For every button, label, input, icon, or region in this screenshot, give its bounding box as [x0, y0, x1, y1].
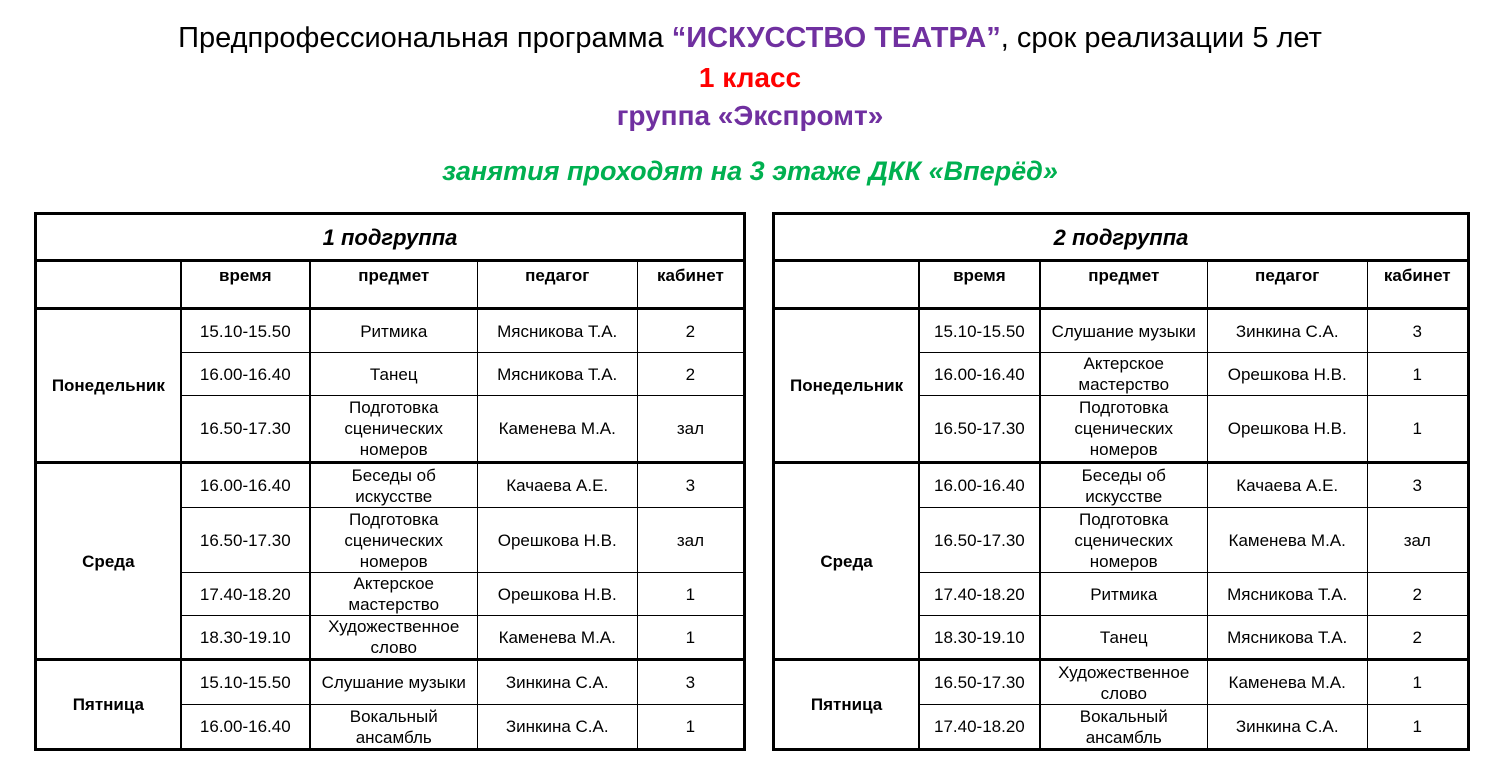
lesson-time: 17.40-18.20	[919, 705, 1040, 750]
room-column-header: кабинет	[1367, 261, 1468, 309]
lesson-teacher: Мясникова Т.А.	[477, 309, 637, 353]
lesson-teacher: Мясникова Т.А.	[1207, 573, 1367, 616]
subject-column-header: предмет	[1040, 261, 1208, 309]
schedule-row	[36, 463, 745, 508]
lesson-teacher: Зинкина С.А.	[477, 705, 637, 750]
lesson-teacher: Орешкова Н.В.	[1207, 353, 1367, 396]
lesson-time: 15.10-15.50	[181, 660, 310, 705]
lesson-time: 16.00-16.40	[181, 353, 310, 396]
schedule-row	[36, 309, 745, 353]
class-label: 1 класс	[698, 62, 802, 93]
day-name: Среда	[36, 463, 181, 660]
program-duration: , срок реализации 5 лет	[1000, 22, 1322, 54]
time-column-header: время	[919, 261, 1040, 309]
schedule-row	[774, 309, 1469, 353]
lesson-time: 17.40-18.20	[181, 573, 310, 616]
lesson-teacher: Орешкова Н.В.	[477, 573, 637, 616]
lesson-room: 3	[1367, 463, 1468, 508]
lesson-time: 15.10-15.50	[181, 309, 310, 353]
lesson-room: зал	[1367, 508, 1468, 573]
lesson-teacher: Каменева М.А.	[477, 616, 637, 660]
location-note: занятия проходят на 3 этаже ДКК «Вперёд»	[442, 156, 1058, 186]
time-column-header: время	[181, 261, 310, 309]
lesson-room: 3	[1367, 309, 1468, 353]
subgroup-1-schedule-table	[34, 212, 746, 751]
day-column-header	[774, 261, 920, 309]
day-name: Понедельник	[36, 309, 181, 463]
lesson-subject: Подготовка сценических номеров	[1040, 396, 1208, 463]
subject-column-header: предмет	[310, 261, 477, 309]
lesson-subject: Слушание музыки	[1040, 309, 1208, 353]
program-title	[0, 22, 1500, 55]
lesson-room: 1	[1367, 396, 1468, 463]
column-header-row	[36, 261, 745, 309]
program-name: “ИСКУССТВО ТЕАТРА”	[671, 22, 1001, 54]
lesson-room: 2	[637, 353, 744, 396]
lesson-subject: Подготовка сценических номеров	[1040, 508, 1208, 573]
lesson-subject: Вокальный ансамбль	[1040, 705, 1208, 750]
lesson-time: 16.50-17.30	[919, 660, 1040, 705]
lesson-time: 16.00-16.40	[919, 463, 1040, 508]
lesson-subject: Ритмика	[310, 309, 477, 353]
lesson-time: 16.00-16.40	[181, 463, 310, 508]
lesson-teacher: Орешкова Н.В.	[477, 508, 637, 573]
lesson-subject: Ритмика	[1040, 573, 1208, 616]
lesson-subject: Слушание музыки	[310, 660, 477, 705]
lesson-time: 17.40-18.20	[919, 573, 1040, 616]
lesson-teacher: Зинкина С.А.	[477, 660, 637, 705]
lesson-time: 16.50-17.30	[181, 396, 310, 463]
lesson-room: 1	[637, 705, 744, 750]
lesson-subject: Художественное слово	[1040, 660, 1208, 705]
lesson-time: 18.30-19.10	[181, 616, 310, 660]
subgroup-title-row	[774, 214, 1469, 261]
lesson-room: 3	[637, 660, 744, 705]
day-column-header	[36, 261, 181, 309]
schedule-row	[774, 660, 1469, 705]
program-title-prefix: Предпрофессиональная программа	[178, 22, 672, 54]
lesson-room: 1	[1367, 705, 1468, 750]
subgroup-title-row	[36, 214, 745, 261]
teacher-column-header: педагог	[477, 261, 637, 309]
lesson-subject: Беседы об искусстве	[310, 463, 477, 508]
column-header-row	[774, 261, 1469, 309]
lesson-subject: Подготовка сценических номеров	[310, 396, 477, 463]
day-name: Понедельник	[774, 309, 920, 463]
lesson-teacher: Каменева М.А.	[477, 396, 637, 463]
lesson-room: 1	[1367, 353, 1468, 396]
group-label: группа «Экспромт»	[616, 100, 884, 131]
lesson-time: 16.50-17.30	[919, 508, 1040, 573]
lesson-teacher: Мясникова Т.А.	[477, 353, 637, 396]
lesson-subject: Актерское мастерство	[310, 573, 477, 616]
lesson-teacher: Зинкина С.А.	[1207, 309, 1367, 353]
subgroup-2-schedule-table	[772, 212, 1470, 751]
lesson-time: 16.50-17.30	[181, 508, 310, 573]
lesson-subject: Танец	[1040, 616, 1208, 660]
lesson-subject: Актерское мастерство	[1040, 353, 1208, 396]
lesson-time: 15.10-15.50	[919, 309, 1040, 353]
lesson-room: зал	[637, 396, 744, 463]
lesson-teacher: Мясникова Т.А.	[1207, 616, 1367, 660]
lesson-room: зал	[637, 508, 744, 573]
lesson-room: 1	[1367, 660, 1468, 705]
lesson-time: 16.00-16.40	[181, 705, 310, 750]
lesson-room: 2	[1367, 573, 1468, 616]
subgroup-title: 1 подгруппа	[36, 214, 745, 261]
lesson-teacher: Каменева М.А.	[1207, 660, 1367, 705]
lesson-time: 16.50-17.30	[919, 396, 1040, 463]
lesson-room: 2	[637, 309, 744, 353]
lesson-teacher: Зинкина С.А.	[1207, 705, 1367, 750]
lesson-teacher: Качаева А.Е.	[477, 463, 637, 508]
lesson-room: 1	[637, 573, 744, 616]
lesson-time: 16.00-16.40	[919, 353, 1040, 396]
lesson-subject: Танец	[310, 353, 477, 396]
lesson-room: 2	[1367, 616, 1468, 660]
day-name: Пятница	[774, 660, 920, 750]
lesson-time: 18.30-19.10	[919, 616, 1040, 660]
lesson-teacher: Орешкова Н.В.	[1207, 396, 1367, 463]
lesson-subject: Вокальный ансамбль	[310, 705, 477, 750]
schedule-row	[774, 463, 1469, 508]
room-column-header: кабинет	[637, 261, 744, 309]
lesson-subject: Художественное слово	[310, 616, 477, 660]
teacher-column-header: педагог	[1207, 261, 1367, 309]
lesson-subject: Подготовка сценических номеров	[310, 508, 477, 573]
subgroup-title: 2 подгруппа	[774, 214, 1469, 261]
lesson-subject: Беседы об искусстве	[1040, 463, 1208, 508]
lesson-teacher: Качаева А.Е.	[1207, 463, 1367, 508]
lesson-room: 3	[637, 463, 744, 508]
day-name: Пятница	[36, 660, 181, 750]
lesson-room: 1	[637, 616, 744, 660]
lesson-teacher: Каменева М.А.	[1207, 508, 1367, 573]
schedule-row	[36, 660, 745, 705]
day-name: Среда	[774, 463, 920, 660]
